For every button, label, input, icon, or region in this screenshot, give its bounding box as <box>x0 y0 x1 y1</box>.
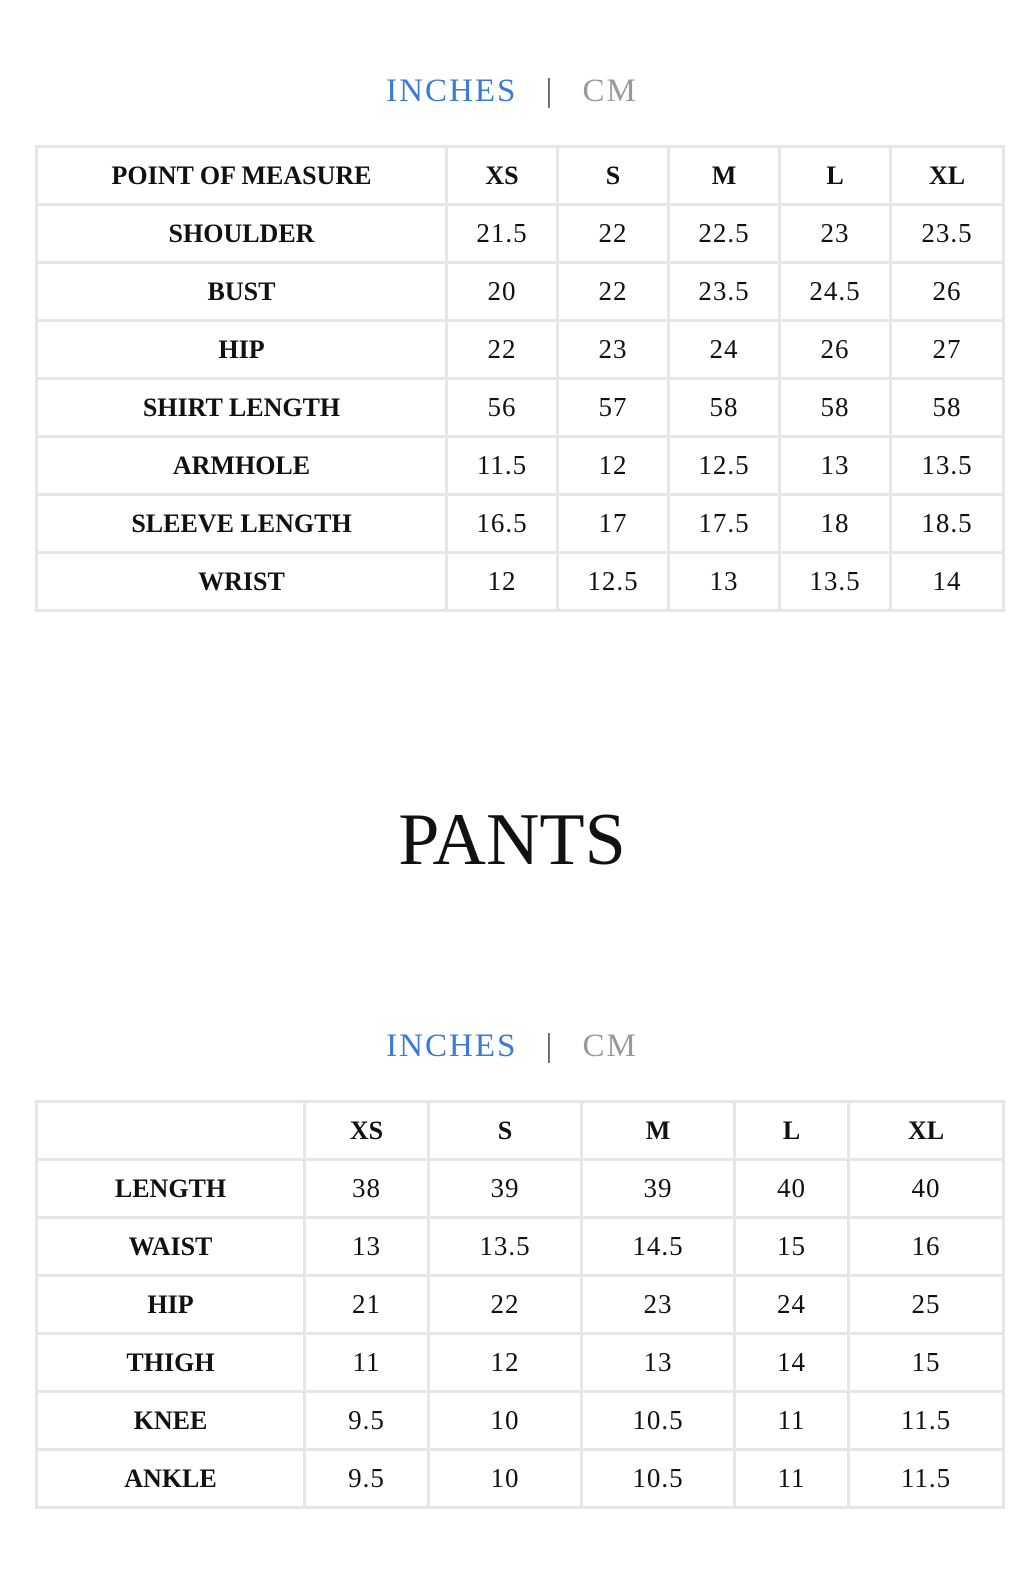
table-cell: 17.5 <box>669 495 780 553</box>
top-unit-separator: | <box>545 73 555 109</box>
table-cell: 24 <box>735 1276 849 1334</box>
table-cell: 12.5 <box>669 437 780 495</box>
table-cell: 23.5 <box>891 205 1004 263</box>
table-cell: 22 <box>558 205 669 263</box>
table-cell: 12 <box>447 553 558 611</box>
table-cell: 16.5 <box>447 495 558 553</box>
row-label: WRIST <box>37 553 447 611</box>
pants-inches-tab[interactable]: INCHES <box>386 1028 518 1064</box>
table-row <box>37 1392 1004 1450</box>
table-cell: 15 <box>735 1218 849 1276</box>
table-cell: 58 <box>669 379 780 437</box>
table-cell: 21 <box>305 1276 429 1334</box>
table-row <box>37 1276 1004 1334</box>
table-cell: 56 <box>447 379 558 437</box>
table-cell: 24 <box>669 321 780 379</box>
table-cell: 13.5 <box>429 1218 582 1276</box>
table-cell: 17 <box>558 495 669 553</box>
pants-section-title: PANTS <box>398 799 626 881</box>
table-cell: 39 <box>582 1160 735 1218</box>
table-cell: 9.5 <box>305 1392 429 1450</box>
table-cell: 12 <box>558 437 669 495</box>
table-cell: 11 <box>305 1334 429 1392</box>
table-cell: 14 <box>735 1334 849 1392</box>
header-cell-xl: XL <box>891 147 1004 205</box>
table-cell: 11.5 <box>849 1450 1004 1508</box>
row-label: WAIST <box>37 1218 305 1276</box>
table-cell: 22 <box>429 1276 582 1334</box>
table-cell: 20 <box>447 263 558 321</box>
table-cell: 13 <box>669 553 780 611</box>
table-row <box>37 495 1004 553</box>
pants-size-table <box>35 1100 1005 1509</box>
table-cell: 13 <box>582 1334 735 1392</box>
table-cell: 9.5 <box>305 1450 429 1508</box>
top-cm-tab[interactable]: CM <box>582 73 638 109</box>
table-cell: 14.5 <box>582 1218 735 1276</box>
row-label: HIP <box>37 321 447 379</box>
header-cell-empty <box>37 1102 305 1160</box>
table-cell: 58 <box>891 379 1004 437</box>
header-cell-s: S <box>429 1102 582 1160</box>
table-cell: 11.5 <box>849 1392 1004 1450</box>
row-label: HIP <box>37 1276 305 1334</box>
table-cell: 23.5 <box>669 263 780 321</box>
top-inches-tab[interactable]: INCHES <box>386 73 518 109</box>
table-cell: 15 <box>849 1334 1004 1392</box>
row-label: BUST <box>37 263 447 321</box>
header-cell-m: M <box>669 147 780 205</box>
table-cell: 23 <box>582 1276 735 1334</box>
table-cell: 13 <box>305 1218 429 1276</box>
top-size-table <box>35 145 1005 612</box>
row-label: SLEEVE LENGTH <box>37 495 447 553</box>
table-row <box>37 1218 1004 1276</box>
table-cell: 13 <box>780 437 891 495</box>
table-row <box>37 1160 1004 1218</box>
row-label: ARMHOLE <box>37 437 447 495</box>
table-cell: 13.5 <box>780 553 891 611</box>
pants-unit-separator: | <box>545 1028 555 1064</box>
table-row <box>37 1334 1004 1392</box>
header-cell-xl: XL <box>849 1102 1004 1160</box>
header-cell-point-of-measure: POINT OF MEASURE <box>37 147 447 205</box>
row-label: LENGTH <box>37 1160 305 1218</box>
header-cell-s: S <box>558 147 669 205</box>
table-cell: 11 <box>735 1392 849 1450</box>
table-cell: 39 <box>429 1160 582 1218</box>
table-cell: 23 <box>780 205 891 263</box>
table-cell: 23 <box>558 321 669 379</box>
header-cell-l: L <box>735 1102 849 1160</box>
table-cell: 12.5 <box>558 553 669 611</box>
row-label: SHOULDER <box>37 205 447 263</box>
row-label: KNEE <box>37 1392 305 1450</box>
table-cell: 10.5 <box>582 1392 735 1450</box>
table-cell: 24.5 <box>780 263 891 321</box>
table-row <box>37 379 1004 437</box>
table-cell: 14 <box>891 553 1004 611</box>
header-cell-xs: XS <box>305 1102 429 1160</box>
table-row <box>37 321 1004 379</box>
header-cell-m: M <box>582 1102 735 1160</box>
table-cell: 40 <box>735 1160 849 1218</box>
table-cell: 22.5 <box>669 205 780 263</box>
table-cell: 10.5 <box>582 1450 735 1508</box>
top-unit-toggle <box>0 71 1024 111</box>
table-cell: 18.5 <box>891 495 1004 553</box>
table-cell: 26 <box>891 263 1004 321</box>
row-label: ANKLE <box>37 1450 305 1508</box>
table-row <box>37 437 1004 495</box>
header-cell-xs: XS <box>447 147 558 205</box>
table-cell: 38 <box>305 1160 429 1218</box>
table-cell: 10 <box>429 1392 582 1450</box>
table-cell: 26 <box>780 321 891 379</box>
table-cell: 22 <box>558 263 669 321</box>
table-cell: 10 <box>429 1450 582 1508</box>
table-cell: 25 <box>849 1276 1004 1334</box>
table-cell: 57 <box>558 379 669 437</box>
table-cell: 11 <box>735 1450 849 1508</box>
table-cell: 12 <box>429 1334 582 1392</box>
row-label: THIGH <box>37 1334 305 1392</box>
table-cell: 27 <box>891 321 1004 379</box>
table-cell: 40 <box>849 1160 1004 1218</box>
pants-table-header-row <box>37 1102 1004 1160</box>
table-cell: 18 <box>780 495 891 553</box>
table-cell: 21.5 <box>447 205 558 263</box>
table-cell: 58 <box>780 379 891 437</box>
row-label: SHIRT LENGTH <box>37 379 447 437</box>
pants-unit-toggle <box>0 1026 1024 1066</box>
table-cell: 16 <box>849 1218 1004 1276</box>
table-row <box>37 1450 1004 1508</box>
table-row <box>37 553 1004 611</box>
table-cell: 13.5 <box>891 437 1004 495</box>
pants-cm-tab[interactable]: CM <box>582 1028 638 1064</box>
table-row <box>37 263 1004 321</box>
header-cell-l: L <box>780 147 891 205</box>
top-table-header-row <box>37 147 1004 205</box>
table-cell: 22 <box>447 321 558 379</box>
table-row <box>37 205 1004 263</box>
table-cell: 11.5 <box>447 437 558 495</box>
